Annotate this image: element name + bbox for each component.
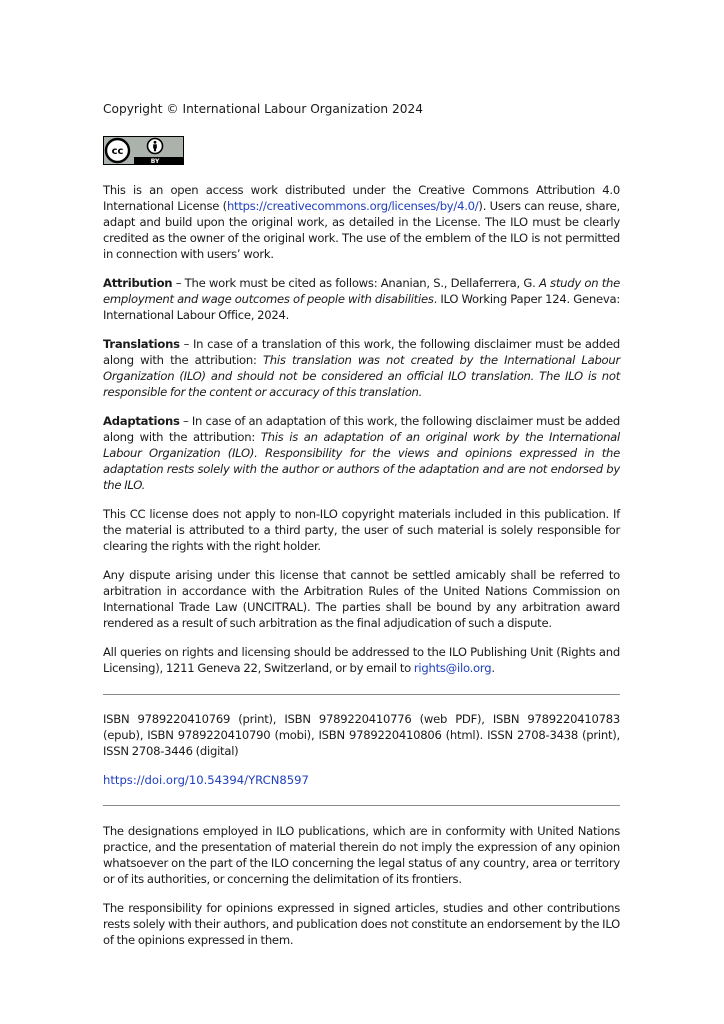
isbn-issn-paragraph: ISBN 9789220410769 (print), ISBN 9789220410776 (web PDF), ISBN 9789220410783 (epub), ISBN 9789220410790 (mobi), ISBN 9789220410806 (html). ISSN 2708-3438 (print), ISSN 2708-3446 (digital) [103, 712, 620, 758]
non-ilo-materials-paragraph: This CC license does not apply to non-ILO copyright materials included in this publication. If the material is attributed to a third party, the user of such material is solely responsible for clearing the rights with the right holder. [103, 507, 620, 553]
cc-license-link[interactable]: https://creativecommons.org/licenses/by/4.0/ [226, 199, 479, 213]
license-text-start: This is an open access work distributed under the Creative Commons Attribution 4.0 International License ( [103, 183, 620, 213]
divider [103, 805, 620, 806]
attribution-paragraph [103, 275, 620, 323]
license-text-end: ). Users can reuse, share, adapt and build upon the original work, as detailed in the License. The ILO must be clearly credited as the owner of the original work. The use of the emblem of the ILO is not permitted in connection with users’ work. [103, 199, 620, 261]
cc-letters: cc [111, 146, 124, 158]
doi-link[interactable]: https://doi.org/10.54394/YRCN8597 [103, 773, 309, 787]
divider [103, 694, 620, 695]
doi-paragraph [103, 772, 620, 788]
dispute-paragraph: Any dispute arising under this license that cannot be settled amicably shall be referred to arbitration in accordance with the Arbitration Rules of the United Nations Commission on International Trade Law (UNCITRAL). The parties shall be bound by any arbitration award rendered as a result of such arbitration as the final adjudication of such a dispute. [103, 568, 620, 630]
translations-lead: – In case of a translation of this work, the following disclaimer must be added along with the attribution: [103, 337, 620, 367]
queries-end: . [491, 661, 495, 675]
translations-paragraph [103, 336, 620, 400]
adaptations-heading: Adaptations [103, 414, 180, 428]
attribution-tail: . ILO Working Paper 124. Geneva: International Labour Office, 2024. [103, 292, 620, 322]
copyright-notice: Copyright © International Labour Organization 2024 [103, 102, 424, 116]
attribution-lead: – The work must be cited as follows: Ananian, S., Dellaferrera, G. [172, 276, 539, 290]
license-paragraph [103, 182, 620, 262]
attribution-person-icon [148, 139, 163, 154]
creative-commons-icon [106, 139, 129, 162]
adaptations-lead: – In case of an adaptation of this work, the following disclaimer must be added along with the attribution: [103, 414, 620, 444]
adaptations-disclaimer: This is an adaptation of an original work by the International Labour Organization (ILO). Responsibility for the views and opinions expressed in the adaptation rests solely with the author or authors of the adaptation and are not endorsed by the ILO. [103, 430, 620, 492]
attribution-heading: Attribution [103, 276, 173, 290]
rights-email-link[interactable]: rights@ilo.org [413, 661, 492, 675]
queries-paragraph [103, 644, 620, 676]
by-label: BY [150, 158, 160, 165]
cc-by-license-badge [103, 136, 184, 165]
translations-disclaimer: This translation was not created by the International Labour Organization (ILO) and should not be considered an official ILO translation. The ILO is not responsible for the content or accuracy of this translation. [103, 353, 621, 399]
translations-heading: Translations [103, 337, 180, 351]
attribution-title: A study on the employment and wage outcomes of people with disabilities [103, 276, 620, 306]
copyright-page [103, 101, 620, 948]
designations-paragraph: The designations employed in ILO publications, which are in conformity with United Nations practice, and the presentation of material therein do not imply the expression of any opinion whatsoever on the part of the ILO concerning the legal status of any country, area or territory or of its authorities, or concerning the delimitation of its frontiers. [103, 824, 620, 886]
responsibility-paragraph: The responsibility for opinions expressed in signed articles, studies and other contributions rests solely with their authors, and publication does not constitute an endorsement by the ILO of the opinions expressed in them. [103, 901, 620, 947]
adaptations-paragraph [103, 413, 620, 493]
queries-text: All queries on rights and licensing should be addressed to the ILO Publishing Unit (Rights and Licensing), 1211 Geneva 22, Switzerland, or by email to [103, 645, 620, 675]
